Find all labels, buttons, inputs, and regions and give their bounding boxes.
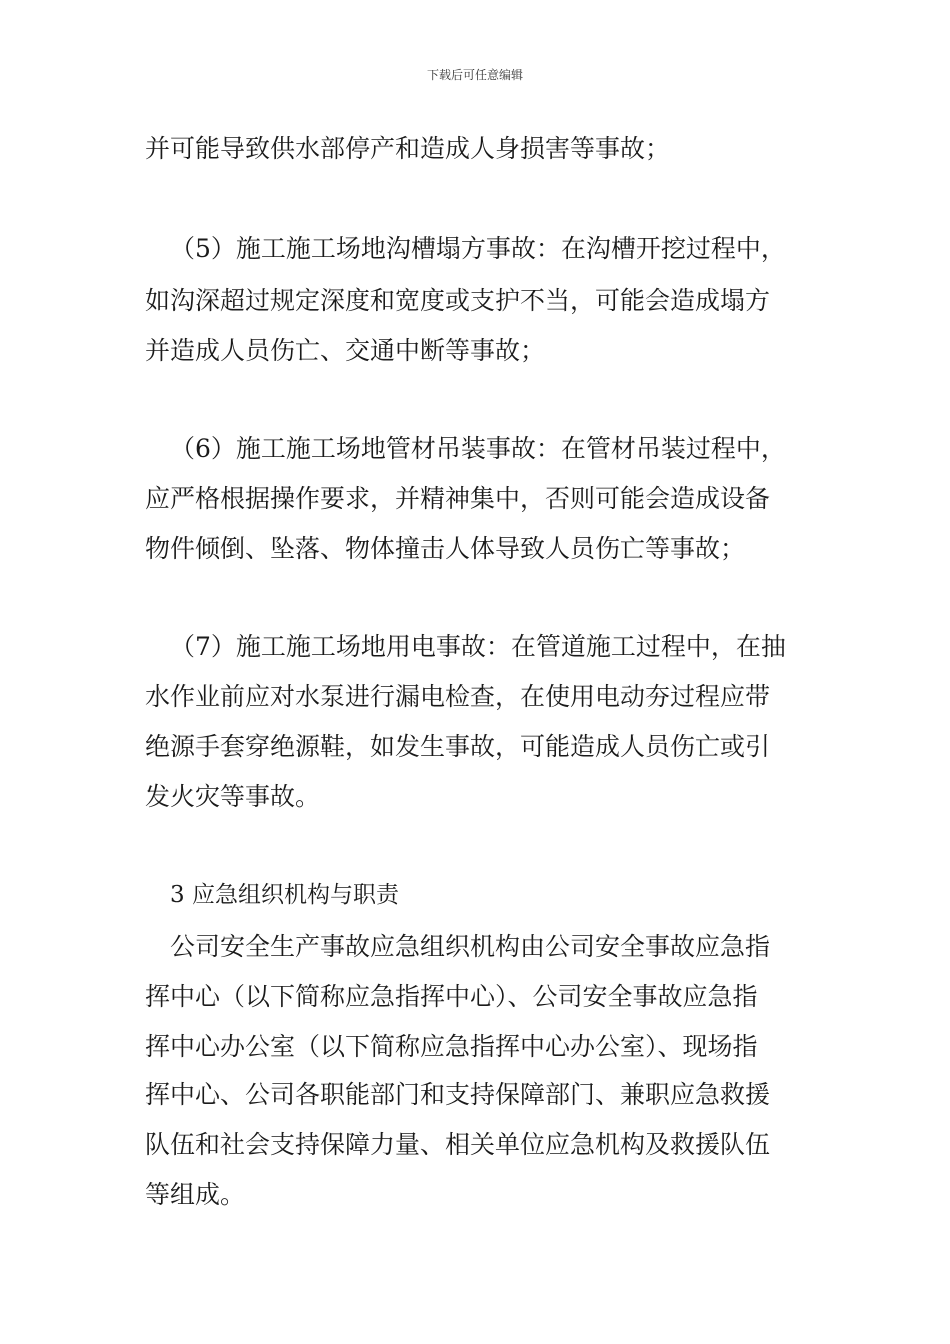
text-line: 如沟深超过规定深度和宽度或支护不当，可能会造成塌方: [145, 286, 771, 315]
text-line: 挥中心（以下简称应急指挥中心）、公司安全事故应急指: [145, 982, 758, 1011]
text-line: 物件倾倒、坠落、物体撞击人体导致人员伤亡等事故；: [145, 534, 746, 563]
text-line: 挥中心办公室（以下简称应急指挥中心办公室）、现场指: [145, 1032, 758, 1061]
text-line: 队伍和社会支持保障力量、相关单位应急机构及救援队伍: [145, 1130, 771, 1159]
text-line: 并可能导致供水部停产和造成人身损害等事故；: [145, 134, 671, 163]
text-line: 水作业前应对水泵进行漏电检查，在使用电动夯过程应带: [145, 682, 771, 711]
text-line: 挥中心、公司各职能部门和支持保障部门、兼职应急救援: [145, 1080, 771, 1109]
text-line: 发火灾等事故。: [145, 782, 321, 811]
text-line: 绝源手套穿绝源鞋，如发生事故，可能造成人员伤亡或引: [145, 732, 771, 761]
text-line: 等组成。: [145, 1180, 246, 1209]
section-heading: 3 应急组织机构与职责: [170, 882, 399, 908]
text-line: （5）施工施工场地沟槽塌方事故：在沟槽开挖过程中，: [170, 234, 786, 263]
page-header: 下载后可任意编辑: [426, 68, 523, 82]
text-line: （6）施工施工场地管材吊装事故：在管材吊装过程中，: [170, 434, 786, 463]
text-line: 应严格根据操作要求，并精神集中，否则可能会造成设备: [145, 484, 771, 513]
text-line: 公司安全生产事故应急组织机构由公司安全事故应急指: [170, 932, 771, 961]
text-line: 并造成人员伤亡、交通中断等事故；: [145, 336, 546, 365]
text-line: （7）施工施工场地用电事故：在管道施工过程中，在抽: [170, 632, 786, 661]
